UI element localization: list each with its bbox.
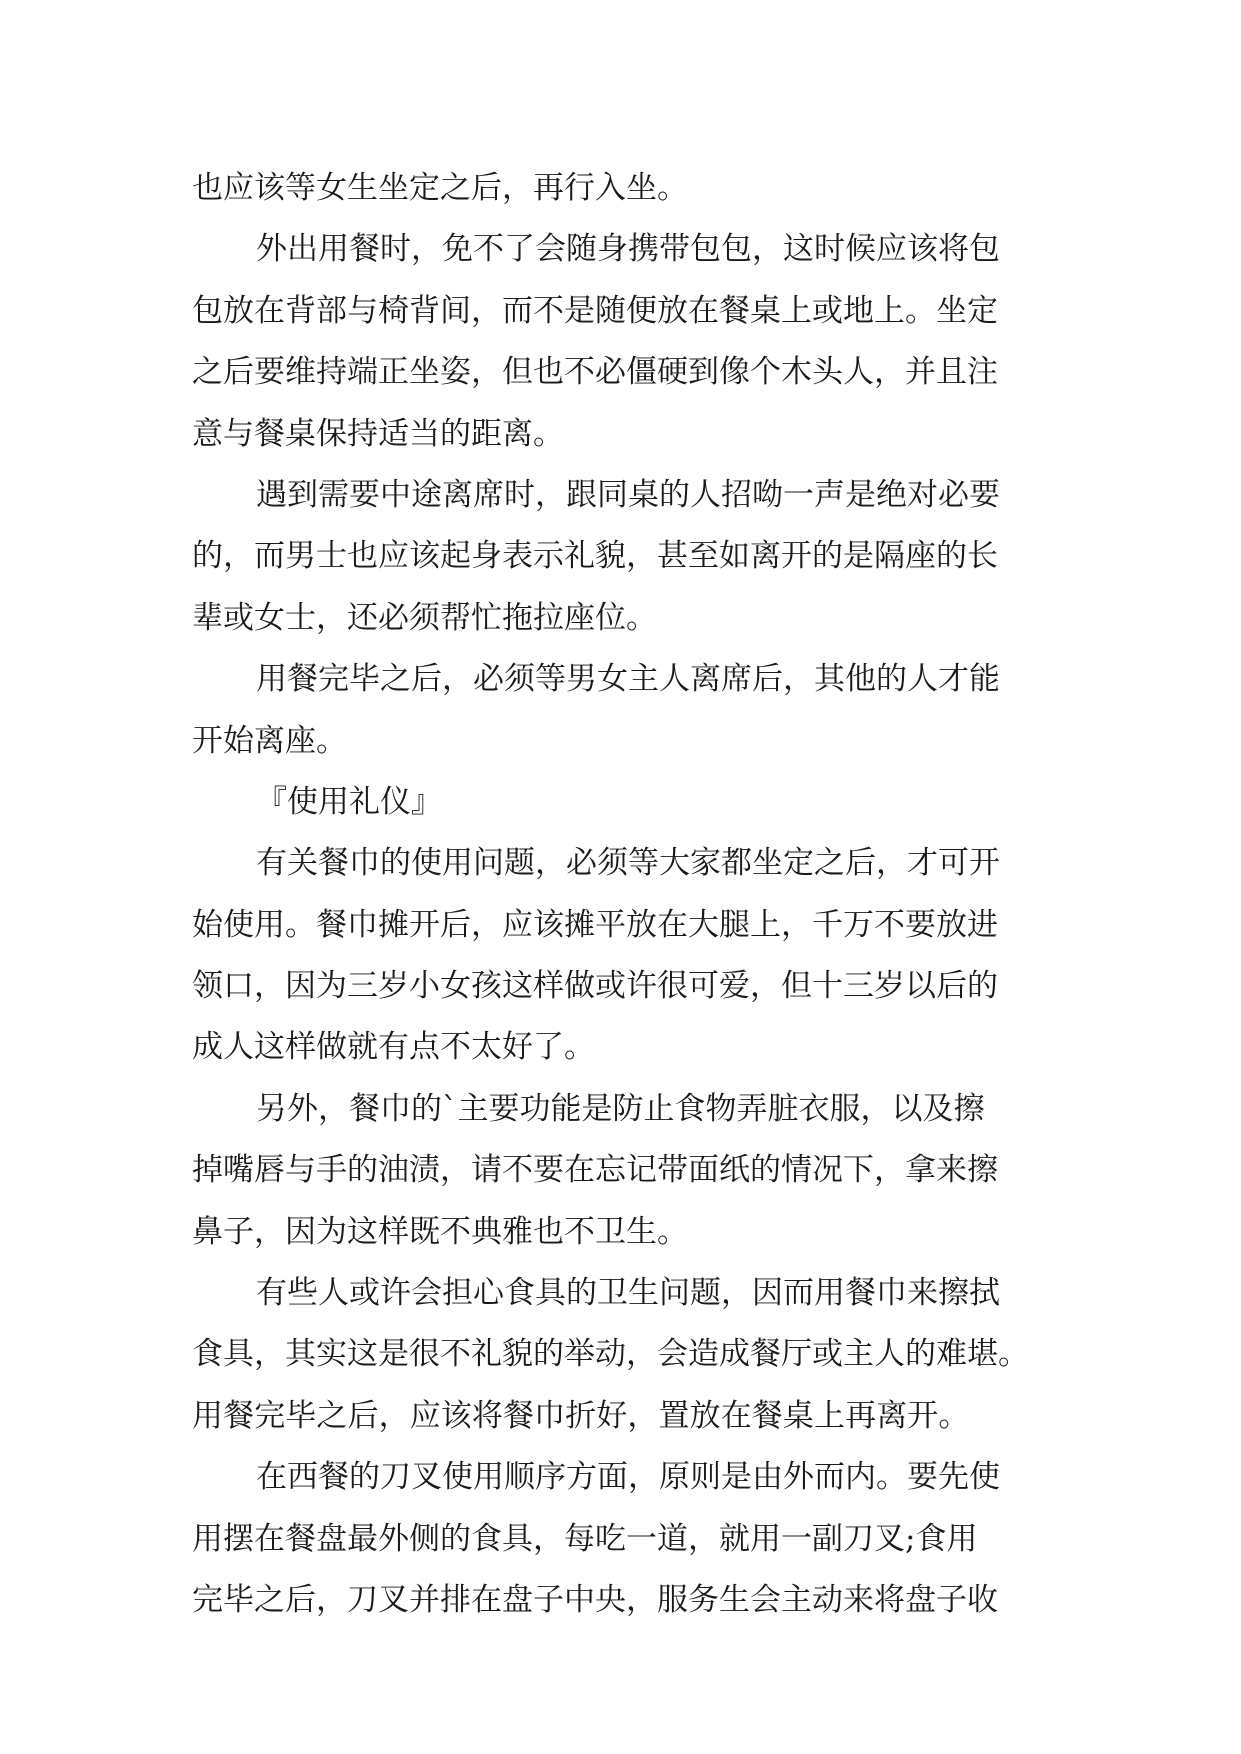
- text-line: 始使用。餐巾摊开后，应该摊平放在大腿上，千万不要放进: [192, 906, 998, 943]
- text-line: 辈或女士，还必须帮忙拖拉座位。: [192, 599, 657, 636]
- text-line: 用餐完毕之后，必须等男女主人离席后，其他的人才能: [256, 661, 1000, 698]
- text-line: 有关餐巾的使用问题，必须等大家都坐定之后，才可开: [256, 845, 1000, 882]
- text-line: 有些人或许会担心食具的卫生问题，因而用餐巾来擦拭: [256, 1275, 1000, 1312]
- text-line: 用餐完毕之后，应该将餐巾折好，置放在餐桌上再离开。: [192, 1397, 970, 1434]
- text-line: 领口，因为三岁小女孩这样做或许很可爱，但十三岁以后的: [192, 968, 998, 1005]
- text-line: 也应该等女生坐定之后，再行入坐。: [192, 170, 688, 206]
- text-line: 开始离座。: [192, 722, 347, 759]
- text-line: 外出用餐时，免不了会随身携带包包，这时候应该将包: [256, 231, 1000, 268]
- text-line: 在西餐的刀叉使用顺序方面，原则是由外而内。要先使: [256, 1459, 1000, 1496]
- text-line: 的，而男士也应该起身表示礼貌，甚至如离开的是隔座的长: [192, 538, 998, 575]
- text-line: 鼻子，因为这样既不典雅也不卫生。: [192, 1213, 688, 1250]
- text-line: 另外，餐巾的`主要功能是防止食物弄脏衣服，以及擦: [256, 1090, 985, 1127]
- body-text: [192, 158, 1052, 1631]
- text-line: 食具，其实这是很不礼貌的举动，会造成餐厅或主人的难堪。: [192, 1336, 1029, 1373]
- text-line: 成人这样做就有点不太好了。: [192, 1029, 595, 1066]
- text-line: 之后要维持端正坐姿，但也不必僵硬到像个木头人，并且注: [192, 354, 998, 391]
- text-line: 意与餐桌保持适当的距离。: [192, 415, 564, 452]
- text-line: 掉嘴唇与手的油渍，请不要在忘记带面纸的情况下，拿来擦: [192, 1152, 998, 1189]
- text-line: 完毕之后，刀叉并排在盘子中央，服务生会主动来将盘子收: [192, 1581, 998, 1618]
- text-line: 用摆在餐盘最外侧的食具，每吃一道，就用一副刀叉;食用: [192, 1520, 978, 1557]
- text-line: 包放在背部与椅背间，而不是随便放在餐桌上或地上。坐定: [192, 292, 998, 329]
- text-line: 遇到需要中途离席时，跟同桌的人招呦一声是绝对必要: [256, 476, 1000, 513]
- text-line: 『使用礼仪』: [256, 783, 442, 820]
